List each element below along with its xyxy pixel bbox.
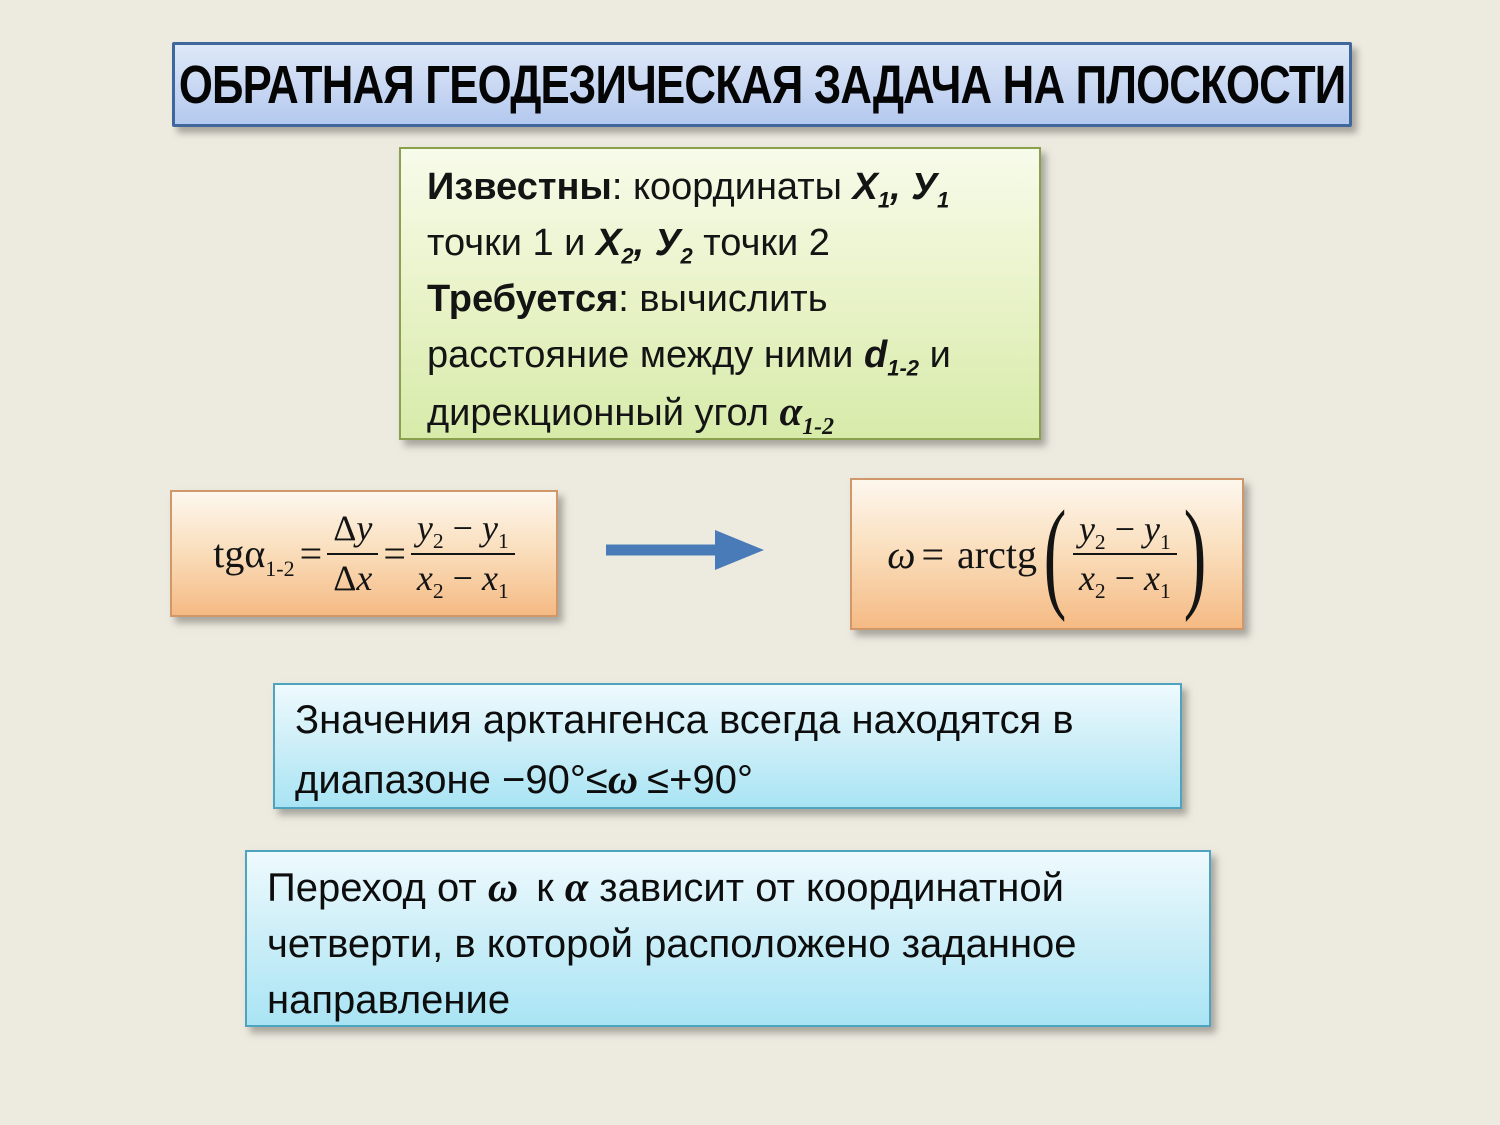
problem-line-1 <box>427 159 1039 215</box>
omega-symbol-transition: ω <box>487 865 519 911</box>
var-alpha12: $\alpha_{1-2}$ <box>779 388 834 441</box>
quadrant-transition-note <box>245 850 1211 1027</box>
transition-line-2: четверти, в которой расположено заданное <box>267 922 1077 966</box>
transition-line-1 <box>267 860 1209 916</box>
tangent-formula-box <box>170 490 558 617</box>
open-paren: ( <box>1043 485 1067 623</box>
required-label: Требуется <box>427 278 619 320</box>
range-text: диапазоне <box>295 758 502 802</box>
distance-text: расстояние между ними <box>427 334 864 376</box>
equals-sign-1: = <box>299 531 323 576</box>
problem-line-3 <box>427 271 1039 327</box>
page-title: ОБРАТНАЯ ГЕОДЕЗИЧЕСКАЯ ЗАДАЧА НА ПЛОСКОСТИ <box>178 54 1346 115</box>
delta-fraction: $\frac{\Delta y}{\Delta x}$ <box>327 508 378 599</box>
var-y2: $У_2$ <box>654 222 693 269</box>
alpha-symbol-transition: α <box>564 865 589 911</box>
transition-line-3: направление <box>267 978 511 1022</box>
var-x2: $Х_2$, <box>595 222 655 269</box>
known-label: Известны <box>427 166 612 208</box>
equals-sign: = <box>921 531 944 577</box>
var-y1: $У_1$ <box>911 166 950 213</box>
arctg-formula-box <box>850 478 1244 630</box>
close-paren: ) <box>1183 485 1207 623</box>
var-d12: $d_{1-2}$ <box>863 334 920 381</box>
range-upper-bound: ≤+90° <box>647 758 753 802</box>
var-x1: $Х_1$, <box>852 166 912 213</box>
problem-line-2 <box>427 215 1039 271</box>
arctg-function: arctg <box>957 531 1037 577</box>
transition-text-mid: к <box>525 866 565 910</box>
right-arrow-icon <box>604 528 766 572</box>
equals-sign-2: = <box>383 531 406 576</box>
problem-line-4 <box>427 327 1039 383</box>
title-banner <box>172 42 1352 127</box>
omega-symbol: ω <box>887 531 916 577</box>
angle-text: дирекционный угол <box>427 392 780 434</box>
known-text: : координаты <box>611 166 853 208</box>
omega-symbol-range: ω <box>607 757 639 803</box>
range-note-line-2 <box>295 750 1180 810</box>
tg-alpha-symbol: tgα$_{1-2}$ <box>213 531 295 581</box>
arctg-range-note <box>273 683 1182 809</box>
coordinate-difference-fraction: $\frac{y_2 - y_1}{x_2 - x_1}$ <box>411 508 515 599</box>
arctg-argument-fraction: $\frac{y_2 - y_1}{x_2 - x_1}$ <box>1073 509 1177 600</box>
transition-text-post: зависит от координатной <box>588 866 1064 910</box>
points-text: точки 1 и <box>427 222 596 264</box>
range-lower-bound: −90°≤ <box>501 758 608 802</box>
and-text: и <box>919 334 951 376</box>
problem-statement-box <box>399 147 1041 440</box>
problem-line-5 <box>427 383 1039 441</box>
points-text-2: точки 2 <box>692 222 830 264</box>
transition-text-pre: Переход от <box>267 866 488 910</box>
range-note-line-1: Значения арктангенса всегда находятся в <box>295 698 1074 742</box>
required-text: : вычислить <box>618 278 828 320</box>
